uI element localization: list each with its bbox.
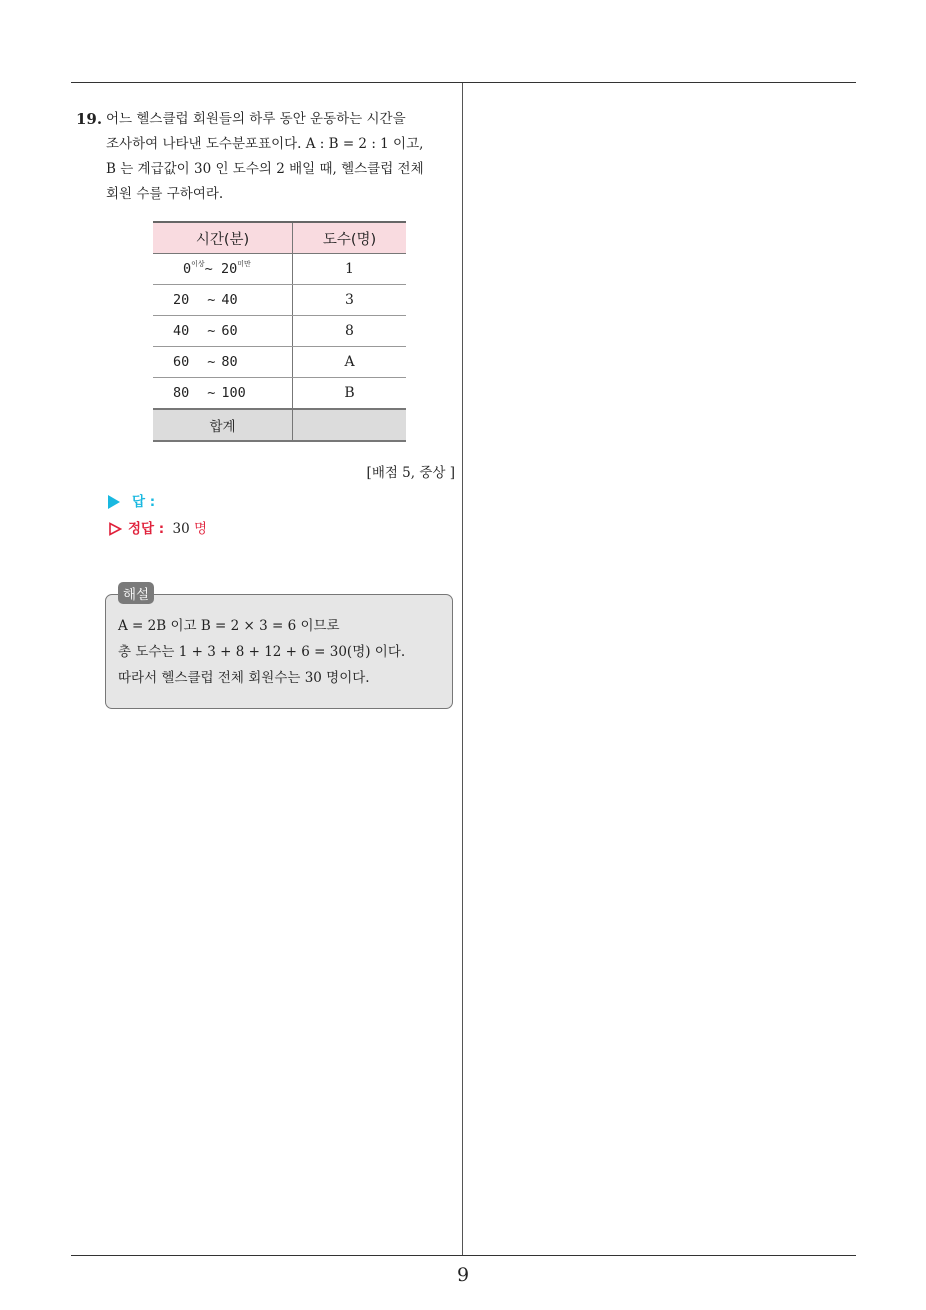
- table-header-row: [153, 222, 406, 254]
- range-sep: ~: [204, 261, 213, 277]
- outline-triangle-icon: [108, 522, 122, 536]
- top-rule: [71, 82, 856, 83]
- solution-line: 총 도수는 1 + 3 + 8 + 12 + 6 = 30(명) 이다.: [118, 644, 406, 660]
- count-cell: 3: [293, 285, 407, 316]
- table-row: [153, 378, 406, 410]
- score-info: [배점 5, 중상 ]: [366, 465, 455, 481]
- bottom-rule: [71, 1255, 856, 1256]
- correct-value: 30: [172, 521, 190, 537]
- question-line: 조사하여 나타낸 도수분포표이다. A : B = 2 : 1 이고,: [106, 136, 424, 152]
- correct-unit: 명: [193, 521, 208, 537]
- range-cell: [153, 378, 293, 410]
- header-frequency: 도수(명): [293, 222, 407, 254]
- range-to: 40: [221, 292, 238, 308]
- range-sep: ~: [207, 323, 216, 339]
- range-sep: ~: [207, 292, 216, 308]
- table-row: [153, 316, 406, 347]
- count-cell: 1: [293, 254, 407, 285]
- range-from-sup: 이상: [191, 260, 205, 268]
- solution-line: 따라서 헬스클럽 전체 회원수는 30 명이다.: [118, 670, 370, 686]
- count-cell: B: [293, 378, 407, 410]
- answer-label: 답 :: [132, 494, 156, 510]
- range-sep: ~: [207, 354, 216, 370]
- question-number: 19.: [76, 110, 103, 128]
- question-line: 어느 헬스클럽 회원들의 하루 동안 운동하는 시간을: [106, 111, 406, 127]
- page-number: 9: [456, 1264, 470, 1286]
- total-value: [293, 409, 407, 441]
- answer-row: [108, 490, 155, 510]
- play-triangle-icon: [108, 495, 120, 509]
- correct-label: 정답 :: [128, 521, 165, 537]
- question-line: B 는 계급값이 30 인 도수의 2 배일 때, 헬스클럽 전체: [106, 161, 424, 177]
- question-line: 회원 수를 구하여라.: [106, 186, 224, 202]
- range-to-sup: 미만: [237, 260, 251, 268]
- count-cell: A: [293, 347, 407, 378]
- range-cell: [153, 285, 293, 316]
- table-row: [153, 347, 406, 378]
- range-to: 80: [221, 354, 238, 370]
- count-cell: 8: [293, 316, 407, 347]
- range-from: 80: [173, 385, 190, 401]
- range-from: 20: [173, 292, 190, 308]
- solution-text: [118, 613, 405, 691]
- range-cell: [153, 254, 293, 285]
- table-row: [153, 285, 406, 316]
- range-cell: [153, 347, 293, 378]
- range-to: 20: [220, 261, 238, 277]
- column-divider: [462, 83, 463, 1255]
- range-cell: [153, 316, 293, 347]
- header-time: 시간(분): [153, 222, 293, 254]
- frequency-table: [153, 221, 406, 442]
- range-from: 60: [173, 354, 190, 370]
- question-text: [106, 107, 456, 207]
- range-sep: ~: [207, 385, 216, 401]
- table-row: [153, 254, 406, 285]
- range-from: 40: [173, 323, 190, 339]
- range-from: 0: [183, 261, 192, 277]
- correct-answer-row: [108, 517, 207, 537]
- solution-line: A = 2B 이고 B = 2 × 3 = 6 이므로: [118, 618, 340, 634]
- range-to: 100: [221, 385, 246, 401]
- total-label: 합계: [153, 409, 293, 441]
- question-19: [76, 107, 456, 207]
- table-total-row: [153, 409, 406, 441]
- range-to: 60: [221, 323, 238, 339]
- solution-tag: 해설: [118, 582, 154, 604]
